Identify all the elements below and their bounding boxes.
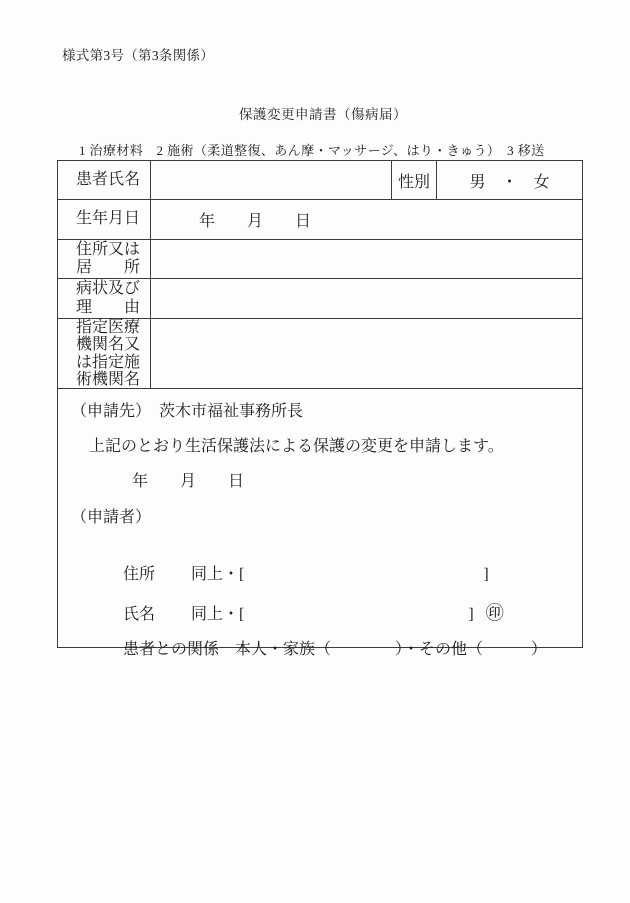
patient-relation-options[interactable]: 本人・家族（ ）・その他（ ） <box>235 641 548 658</box>
address-label-line2: 居 所 <box>76 259 140 276</box>
patient-relation-row <box>91 620 547 680</box>
address-field[interactable] <box>151 240 582 279</box>
sex-label-cell <box>392 161 437 200</box>
patient-name-label-cell <box>58 161 151 200</box>
birthdate-placeholder: 年 月 日 <box>199 213 312 230</box>
application-date-field[interactable]: 年 月 日 <box>132 473 245 490</box>
institution-field[interactable] <box>151 319 582 389</box>
patient-relation-label: 患者との関係 <box>123 641 220 658</box>
condition-label-line2: 理 由 <box>76 298 140 316</box>
statement-line: 上記のとおり生活保護法による保護の変更を申請します。 <box>89 438 504 455</box>
birthdate-label: 生年月日 <box>76 210 141 228</box>
sex-label: 性別 <box>397 173 430 191</box>
condition-field[interactable] <box>151 279 582 319</box>
condition-label-cell <box>58 279 151 319</box>
applicant-address-option: 同上・[ <box>191 566 245 583</box>
seal-mark-icon: ㊞ <box>485 603 504 623</box>
page-title: 保護変更申請書（傷病届） <box>239 107 407 122</box>
application-section <box>58 389 582 658</box>
applicant-address-bracket-close: ] <box>483 566 489 583</box>
applicant-name-label: 氏名 <box>123 606 156 623</box>
applicant-address-blank[interactable] <box>244 578 483 579</box>
sex-value: 男 ・ 女 <box>469 173 550 191</box>
address-label-cell <box>58 240 151 279</box>
patient-name-field[interactable] <box>151 161 392 200</box>
institution-label-line1: 指定医療 <box>76 319 141 337</box>
institution-label-line2: 機関名又 <box>76 336 141 354</box>
applicant-name-option: 同上・[ <box>191 606 245 623</box>
birthdate-field[interactable] <box>151 200 582 240</box>
patient-info-table <box>58 161 582 389</box>
patient-name-label: 患者氏名 <box>76 170 141 188</box>
recipient-line: （申請先） 茨木市福祉事務所長 <box>71 403 304 420</box>
treatment-options-line: 1 治療材料 2 施術（柔道整復、あん摩・マッサージ、はり・きゅう） 3 移送 <box>79 143 545 158</box>
condition-label-line1: 病状及び <box>76 280 141 297</box>
institution-label-line3: は指定施 <box>76 353 141 371</box>
applicant-heading: （申請者） <box>71 509 152 526</box>
form-number: 様式第3号（第3条関係） <box>62 48 215 63</box>
birthdate-label-cell <box>58 200 151 240</box>
applicant-name-bracket-close: ] <box>468 606 474 623</box>
institution-label-cell <box>58 319 151 389</box>
application-form-box <box>57 160 583 658</box>
sex-value-cell[interactable] <box>437 161 582 200</box>
applicant-name-blank[interactable] <box>244 618 468 619</box>
applicant-address-label: 住所 <box>123 566 156 583</box>
institution-label-line4: 術機関名 <box>76 370 141 388</box>
address-label-line1: 住所又は <box>76 240 141 258</box>
